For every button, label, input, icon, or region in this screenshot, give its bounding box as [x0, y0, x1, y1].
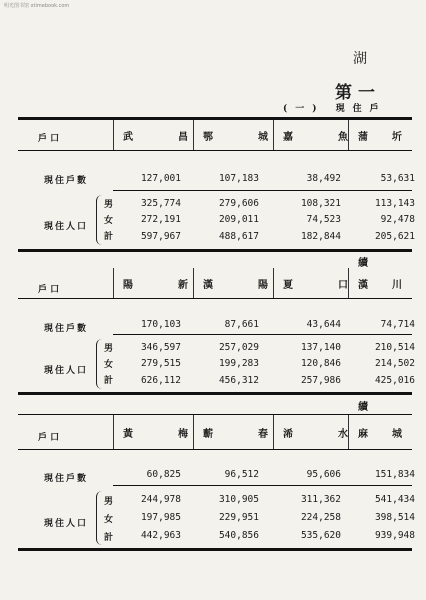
- households-value: 127,001: [140, 173, 181, 184]
- county-char: 夏: [283, 279, 293, 291]
- county-char: 城: [392, 428, 402, 440]
- county-char: 陽: [258, 279, 268, 291]
- bottom-rule: [18, 392, 412, 395]
- county-name: [348, 120, 412, 150]
- households-value: 87,661: [224, 319, 259, 330]
- households-row-label: 現住戶數: [44, 176, 89, 186]
- row-rule: [113, 334, 412, 335]
- households-value: 60,825: [146, 469, 181, 480]
- households-value: 38,492: [306, 173, 341, 184]
- female-value: 398,514: [374, 512, 415, 523]
- female-value: 214,502: [374, 358, 415, 369]
- county-char: 蘄: [203, 428, 213, 440]
- total-value: 535,620: [300, 530, 341, 541]
- county-char: 陽: [123, 279, 133, 291]
- row-rule: [113, 485, 412, 486]
- households-header-label: 戶 口: [38, 433, 60, 443]
- households-value: 74,714: [380, 319, 415, 330]
- male-value: 325,774: [140, 198, 181, 209]
- county-char: 圻: [392, 131, 402, 143]
- female-value: 74,523: [306, 214, 341, 225]
- households-value: 107,183: [218, 173, 259, 184]
- table-section-3: [18, 414, 415, 554]
- total-label: 計: [104, 376, 114, 386]
- male-value: 541,434: [374, 494, 415, 505]
- total-value: 540,856: [218, 530, 259, 541]
- male-value: 108,321: [300, 198, 341, 209]
- male-value: 279,606: [218, 198, 259, 209]
- county-name: [348, 415, 412, 449]
- header-rule: [18, 298, 412, 299]
- total-value: 257,986: [300, 375, 341, 386]
- total-value: 205,621: [374, 231, 415, 242]
- county-name: [273, 268, 358, 298]
- county-name: [193, 415, 278, 449]
- households-value: 53,631: [380, 173, 415, 184]
- households-header-label: 戶 口: [38, 134, 60, 144]
- table-subtitle: (一) 現住戶: [283, 104, 387, 114]
- households-row-label: 現住戶數: [44, 474, 89, 484]
- county-char: 漢: [203, 279, 213, 291]
- population-row-label: 現住人口: [44, 222, 89, 232]
- table-section-2: [18, 268, 415, 398]
- county-char: 昌: [178, 131, 188, 143]
- bottom-rule: [18, 548, 412, 551]
- households-value: 43,644: [306, 319, 341, 330]
- male-value: 346,597: [140, 342, 181, 353]
- households-value: 151,834: [374, 469, 415, 480]
- male-label: 男: [104, 497, 114, 507]
- total-value: 488,617: [218, 231, 259, 242]
- female-value: 199,283: [218, 358, 259, 369]
- county-name: [113, 415, 198, 449]
- male-value: 113,143: [374, 198, 415, 209]
- female-value: 279,515: [140, 358, 181, 369]
- population-brace: [96, 339, 103, 389]
- households-value: 96,512: [224, 469, 259, 480]
- continued-mark: 續: [358, 258, 368, 269]
- female-value: 272,191: [140, 214, 181, 225]
- male-value: 137,140: [300, 342, 341, 353]
- county-char: 武: [123, 131, 133, 143]
- province-heading: 湖: [353, 51, 371, 67]
- households-header-label: 戶 口: [38, 285, 60, 295]
- male-value: 257,029: [218, 342, 259, 353]
- female-value: 224,258: [300, 512, 341, 523]
- county-char: 鄂: [203, 131, 213, 143]
- county-char: 口: [338, 279, 348, 291]
- total-value: 182,844: [300, 231, 341, 242]
- county-char: 新: [178, 279, 188, 291]
- header-rule: [18, 150, 412, 151]
- county-name: [273, 415, 358, 449]
- county-char: 麻: [358, 428, 368, 440]
- male-value: 244,978: [140, 494, 181, 505]
- county-char: 漢: [358, 279, 368, 291]
- male-label: 男: [104, 344, 114, 354]
- county-char: 城: [258, 131, 268, 143]
- county-name: [273, 120, 358, 150]
- population-brace: [96, 195, 103, 245]
- table-section-1: [18, 117, 415, 252]
- female-label: 女: [104, 515, 114, 525]
- total-label: 計: [104, 533, 114, 543]
- county-char: 川: [392, 279, 402, 291]
- county-name: [348, 268, 412, 298]
- county-name: [113, 268, 198, 298]
- county-char: 魚: [338, 131, 348, 143]
- total-value: 442,963: [140, 530, 181, 541]
- total-value: 626,112: [140, 375, 181, 386]
- female-value: 209,011: [218, 214, 259, 225]
- female-label: 女: [104, 216, 114, 226]
- bottom-rule: [18, 249, 412, 252]
- county-char: 黃: [123, 428, 133, 440]
- male-value: 210,514: [374, 342, 415, 353]
- county-char: 蒲: [358, 131, 368, 143]
- male-label: 男: [104, 200, 114, 210]
- continued-mark: 續: [358, 402, 368, 413]
- table-ordinal-heading: 第一: [335, 83, 381, 103]
- county-char: 水: [338, 428, 348, 440]
- total-value: 597,967: [140, 231, 181, 242]
- female-value: 92,478: [380, 214, 415, 225]
- county-name: [193, 120, 278, 150]
- male-value: 310,905: [218, 494, 259, 505]
- total-label: 計: [104, 232, 114, 242]
- female-value: 197,985: [140, 512, 181, 523]
- population-row-label: 現住人口: [44, 366, 89, 376]
- county-name: [113, 120, 198, 150]
- county-char: 嘉: [283, 131, 293, 143]
- population-row-label: 現住人口: [44, 519, 89, 529]
- female-value: 120,846: [300, 358, 341, 369]
- households-value: 95,606: [306, 469, 341, 480]
- watermark: 明光图书馆 xtimebook.com: [4, 3, 70, 9]
- header-rule: [18, 449, 412, 450]
- total-value: 456,312: [218, 375, 259, 386]
- female-value: 229,951: [218, 512, 259, 523]
- male-value: 311,362: [300, 494, 341, 505]
- population-brace: [96, 491, 103, 545]
- female-label: 女: [104, 360, 114, 370]
- total-value: 939,948: [374, 530, 415, 541]
- county-name: [193, 268, 278, 298]
- county-char: 梅: [178, 428, 188, 440]
- row-rule: [113, 190, 412, 191]
- households-value: 170,103: [140, 319, 181, 330]
- county-char: 浠: [283, 428, 293, 440]
- households-row-label: 現住戶數: [44, 324, 89, 334]
- total-value: 425,016: [374, 375, 415, 386]
- county-char: 春: [258, 428, 268, 440]
